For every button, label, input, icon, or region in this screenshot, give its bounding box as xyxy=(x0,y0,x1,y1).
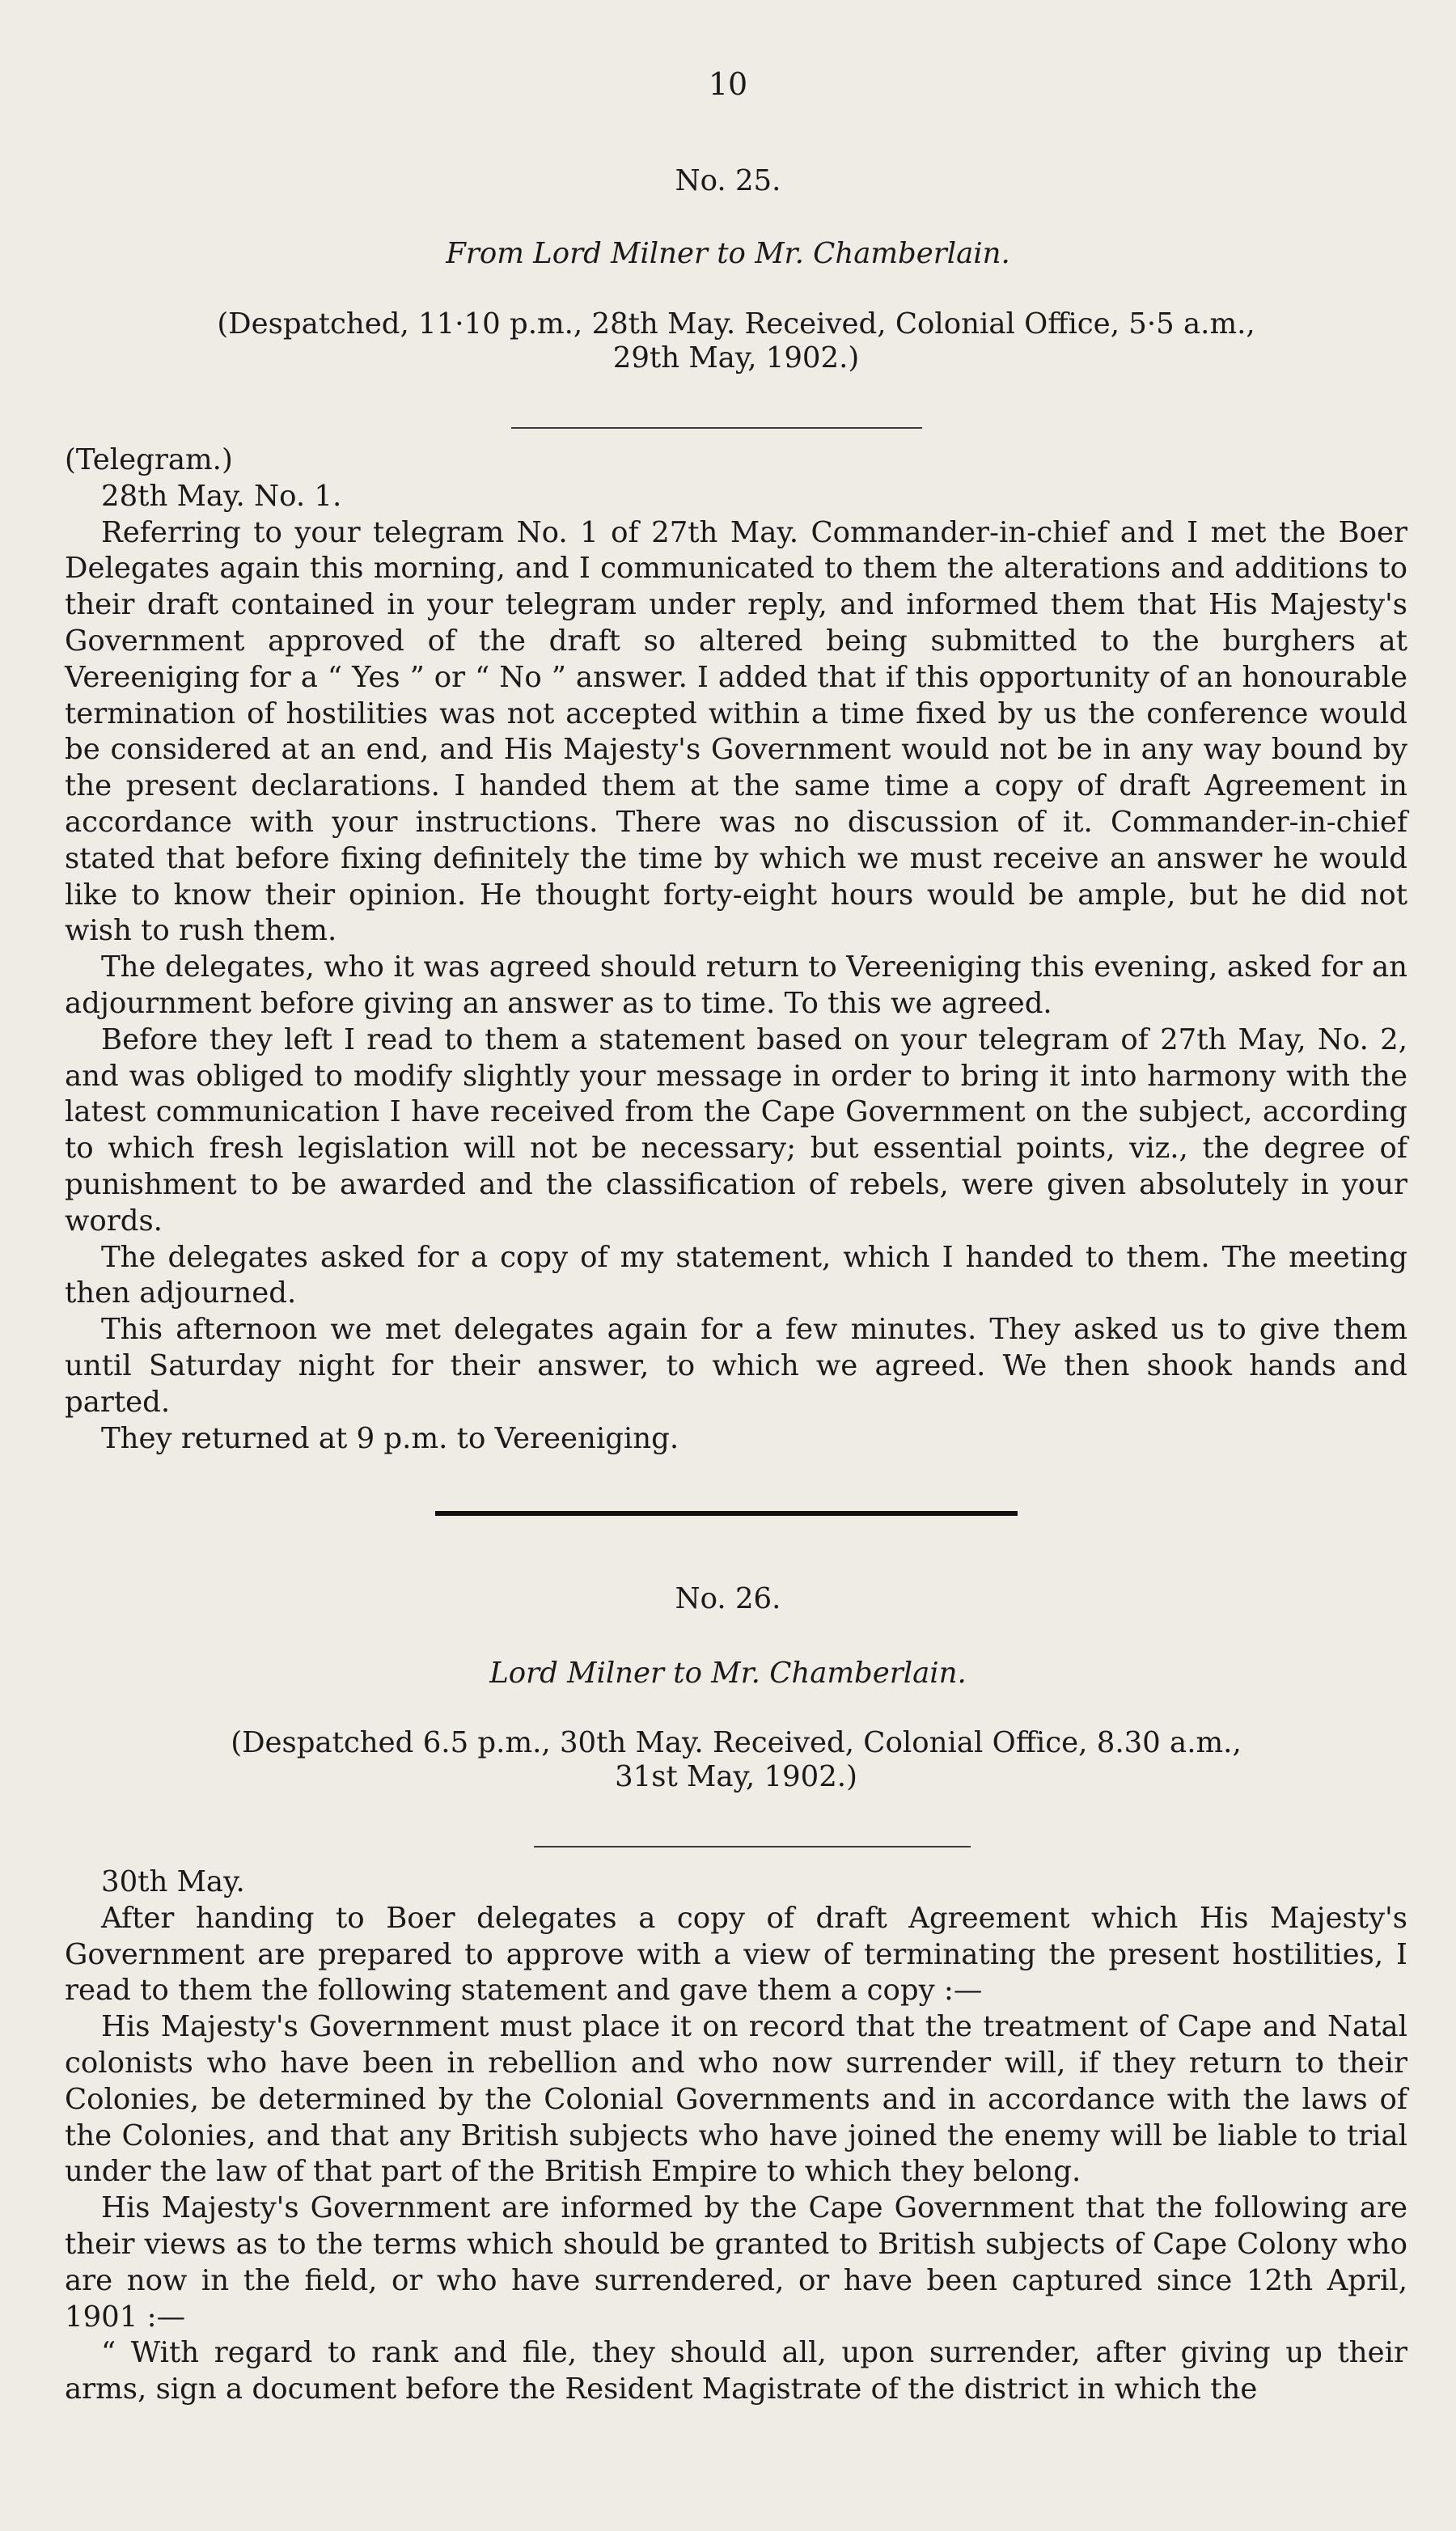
section-25-despatch xyxy=(162,307,1310,375)
section-26-despatch-line2: 31st May, 1902.) xyxy=(615,1760,857,1793)
section-26-divider xyxy=(534,1846,971,1847)
section-26-sender: Lord Milner to Mr. Chamberlain. xyxy=(489,1657,967,1690)
section-25-number: No. 25. xyxy=(675,164,781,197)
section-25-body xyxy=(65,442,1407,1457)
section-25-paragraph: Referring to your telegram No. 1 of 27th May. Commander-in-chief and I met the Boer Delegates again this morning, and I communicated to them the alterations and additions to their draft contained in your telegram under reply, and informed them that His Majesty's Government approved of the draft so altered being submitted to the burghers at Vereeniging for a “ Yes ” or “ No ” answer. I added that if this opportunity of an honourable termination of hostilities was not accepted within a time fixed by us the conference would be considered at an end, and His Majesty's Government would not be in any way bound by the present declarations. I handed them at the same time a copy of draft Agreement in accordance with your instructions. There was no discussion of it. Commander-in-chief stated that before fixing definitely the time by which we must receive an answer he would like to know their opinion. He thought forty-eight hours would be ample, but he did not wish to rush them. xyxy=(65,515,1407,948)
section-26-date-line: 30th May. xyxy=(101,1865,245,1898)
section-separator xyxy=(435,1511,1018,1516)
section-25-sender: From Lord Milner to Mr. Chamberlain. xyxy=(446,237,1010,270)
section-25-despatch-line1: (Despatched, 11·10 p.m., 28th May. Received, Colonial Office, 5·5 a.m., xyxy=(217,307,1255,341)
section-25-date-line: 28th May. No. 1. xyxy=(101,479,342,513)
section-26-despatch xyxy=(162,1726,1310,1794)
section-26-despatch-line1: (Despatched 6.5 p.m., 30th May. Received, Colonial Office, 8.30 a.m., xyxy=(231,1726,1242,1759)
section-25-paragraph: Before they left I read to them a statement based on your telegram of 27th May, No. 2, and was obliged to modify slightly your message in order to bring it into harmony with the latest communication I have received from the Cape Government on the subject, according to which fresh legislation will not be necessary; but essential points, viz., the degree of punishment to be awarded and the classification of rebels, were given absolutely in your words. xyxy=(65,1022,1407,1238)
section-26-paragraph: After handing to Boer delegates a copy of draft Agreement which His Majesty's Government are prepared to approve with a view of terminating the present hostilities, I read to them the following statement and gave them a copy :— xyxy=(65,1901,1407,2008)
section-25-paragraph: The delegates asked for a copy of my statement, which I handed to them. The meeting then adjourned. xyxy=(65,1240,1407,1310)
section-26-body xyxy=(65,1864,1407,2408)
section-25-despatch-line2: 29th May, 1902.) xyxy=(612,341,860,375)
section-25-paragraph: This afternoon we met delegates again for a few minutes. They asked us to give them until Saturday night for their answer, to which we agreed. We then shook hands and parted. xyxy=(65,1313,1407,1419)
section-26-paragraph: His Majesty's Government must place it on record that the treatment of Cape and Natal colonists who have been in rebellion and who now surrender will, if they return to their Colonies, be determined by the Colonial Governments and in accordance with the laws of the Colonies, and that any British subjects who have joined the enemy will be liable to trial under the law of that part of the British Empire to which they belong. xyxy=(65,2010,1407,2189)
telegram-label: (Telegram.) xyxy=(65,443,233,476)
page-number: 10 xyxy=(708,66,748,102)
section-26-paragraph: His Majesty's Government are informed by the Cape Government that the following are their views as to the terms which should be granted to British subjects of Cape Colony who are now in the field, or who have surrendered, or have been captured since 12th April, 1901 :— xyxy=(65,2191,1407,2334)
section-26-paragraph: “ With regard to rank and file, they should all, upon surrender, after giving up their arms, sign a document before the Resident Magistrate of the district in which the xyxy=(65,2336,1407,2406)
section-25-divider xyxy=(511,427,922,429)
section-26-number: No. 26. xyxy=(675,1582,781,1615)
section-25-paragraph: The delegates, who it was agreed should return to Vereeniging this evening, asked for an adjournment before giving an answer as to time. To this we agreed. xyxy=(65,950,1407,1020)
section-25-paragraph: They returned at 9 p.m. to Vereeniging. xyxy=(101,1421,679,1455)
